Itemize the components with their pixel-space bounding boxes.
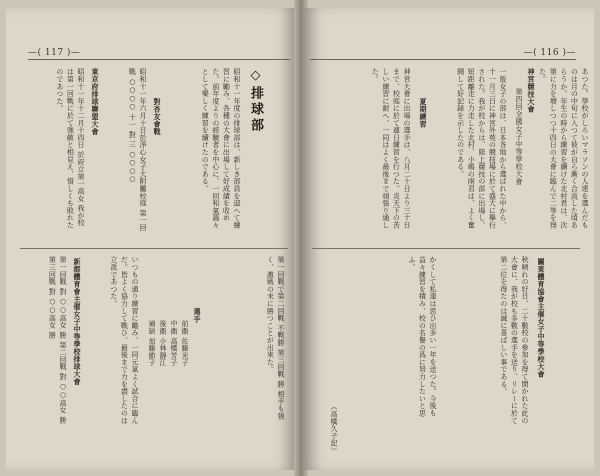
subsection-title: 神宮競技大會: [527, 68, 536, 113]
header-rule-left: [28, 59, 290, 60]
divider: [312, 248, 580, 249]
text-column: あつた。學校がしろいマラソンの人達を選んだものは月の中旬に入つて彼が自ら漸く合流した頃あらうか。年生の時から練習を續けた北村君は、次第に力を増しつつ十四日の大會に臨んで二等を得た。: [538, 68, 589, 229]
roster-entry: 補缺 加藤節子: [148, 320, 156, 367]
text-column: 昭和十一年十二月十四日 於府立第一高女 我が校は第一回戰に於て強敵と相見え、惜しくも敗れたのであつた。: [55, 68, 85, 229]
text-column: いつもの通り練習に勵み、一同元氣よく試合に臨んだ。皆よく協力して戰ひ、最後まで力を盡したのは立派であつた。: [109, 256, 139, 424]
text-column: かくして私達は思ひ出多い一年を送つた。今後も益々練習を積み、校の名譽の爲に努力したいと思ふ。: [407, 256, 437, 417]
subsection-subtitle: 第四回全國女子中等學校大會: [515, 88, 523, 186]
page-number-left: —( 117 )—: [28, 48, 81, 58]
subsection-title: 夏期練習: [419, 98, 428, 128]
subsection-title: 關東體育協會主催女子中等學校大會: [537, 258, 546, 378]
text-column: 一般女子の部は、日本各地から選ばれた中から、十一月三日に神宮外苑の競技場に於て盛大に擧行された。我が校からは、陸上競技の部に出場し、短距離走に力走した北村、小嶋の兩君は、よく奮闘して好記録を示したのである。: [456, 68, 507, 229]
subsection-title: 對杏友會戰: [153, 98, 162, 136]
text-column: 第一回戰で第二回戰 不戰勝 第三回戰 勝 相手も強く、激戦の末に勝つことが出來た。: [266, 256, 285, 420]
subsection-title: 東京府排球聯盟大會: [91, 68, 100, 136]
roster-title: 選手: [193, 308, 202, 323]
left-page: [6, 8, 296, 470]
header-rule-right: [310, 59, 576, 60]
divider: [20, 248, 288, 249]
right-page: [304, 8, 594, 470]
author-signature: （高橋久子記）: [330, 403, 338, 455]
roster-entry: 前衞 佐藤光子: [181, 320, 189, 367]
text-column: 秋晴れの好日、二十數校の參加を得て開かれた此の大會に、我が校も多數の選手を送り、リレーに於て第二位を得たのは誠に喜ばしい事である。: [499, 256, 529, 424]
text-column: 第一回戰 對 ○○高女 勝 第二回戰 對 ○○高女 勝 第三回戰 對 ○○高女 勝: [48, 256, 67, 424]
page-number-right: —( 116 )—: [523, 48, 576, 58]
roster-entry: 中衞 高橋芳子: [170, 320, 178, 367]
text-column: 昭和十一年六月十日於淨心女子大附屬校庭 第一回戰 ○○○○ 十一 對 三 ○○○○: [128, 68, 147, 232]
subsection-title: 新郡體育會主催女子中等學校排球大會: [73, 258, 82, 386]
player-roster: [146, 320, 190, 430]
section-title-volleyball: ◇排球部: [248, 68, 263, 134]
roster-entry: 後衞 小林靜江: [159, 320, 167, 367]
text-column: 神宮大會に出場の選手は、八月二十日より三十日まで、校庭に於て連日練習を行つた。炎天下の苦しい練習に耐へ、一同はよく最後まで頑張り通した。: [371, 68, 411, 229]
text-column: 昭和十一年度の排球部は、新しき部員を迎へて練習に勵み、各種の大會に出場して好成績を收めた。前年度よりの經驗者を中心に、一同和氣藹々として樂しく練習を續けたのである。: [201, 68, 241, 229]
